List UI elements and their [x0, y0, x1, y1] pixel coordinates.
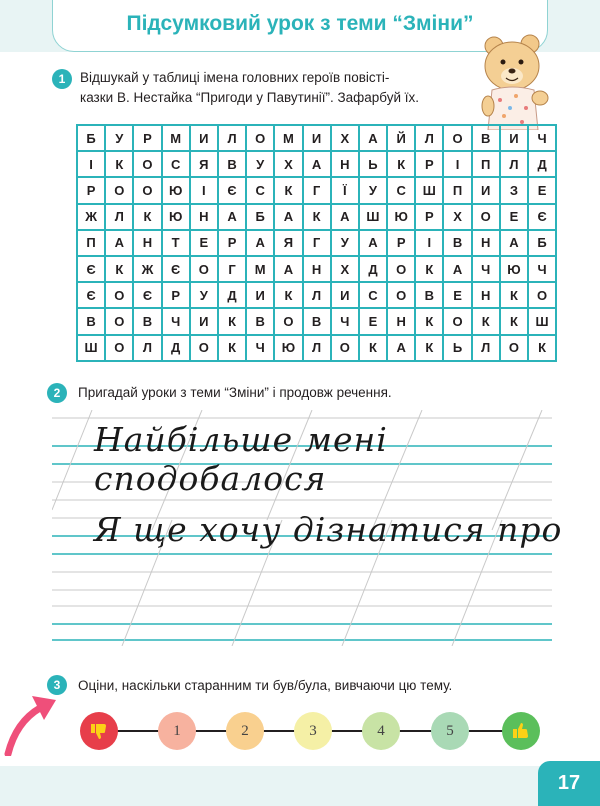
grid-cell[interactable]: О [190, 335, 218, 361]
grid-cell[interactable]: З [500, 177, 528, 203]
grid-cell[interactable]: Ю [274, 335, 302, 361]
grid-cell[interactable]: И [190, 308, 218, 334]
grid-cell[interactable]: А [387, 335, 415, 361]
grid-cell[interactable]: Г [303, 230, 331, 256]
grid-cell[interactable]: Ч [528, 125, 556, 151]
grid-cell[interactable]: І [77, 151, 105, 177]
grid-cell[interactable]: К [105, 151, 133, 177]
grid-cell[interactable]: К [133, 204, 161, 230]
grid-cell[interactable]: Ж [133, 256, 161, 282]
page-number: 17 [538, 761, 600, 806]
grid-cell[interactable]: Ш [528, 308, 556, 334]
grid-cell[interactable]: О [246, 125, 274, 151]
grid-cell[interactable]: Т [162, 230, 190, 256]
grid-cell[interactable]: О [105, 282, 133, 308]
grid-cell[interactable]: О [387, 256, 415, 282]
grid-cell[interactable]: Л [472, 335, 500, 361]
grid-row [77, 177, 556, 203]
grid-cell[interactable]: А [218, 204, 246, 230]
grid-cell[interactable]: И [303, 125, 331, 151]
grid-cell[interactable]: О [105, 177, 133, 203]
rating-1-button[interactable]: 1 [158, 712, 196, 750]
rating-5-button[interactable]: 5 [431, 712, 469, 750]
task-number-2: 2 [47, 383, 67, 403]
grid-cell[interactable]: Є [77, 282, 105, 308]
grid-cell[interactable]: А [443, 256, 471, 282]
footer-band [0, 766, 600, 806]
grid-cell[interactable]: И [472, 177, 500, 203]
grid-cell[interactable]: И [500, 125, 528, 151]
grid-cell[interactable]: В [218, 151, 246, 177]
grid-cell[interactable]: С [246, 177, 274, 203]
task-1-instruction-line-2: казки В. Нестайка “Пригоди у Павутинії”. Зафарбуй їх. [80, 90, 420, 105]
sentence-starter-1: Найбільше мені сподобалося [94, 420, 388, 498]
grid-cell[interactable]: А [500, 230, 528, 256]
grid-cell[interactable]: Р [133, 125, 161, 151]
thumbs-up-button[interactable] [502, 712, 540, 750]
grid-cell[interactable]: Р [162, 282, 190, 308]
grid-cell[interactable]: Е [443, 282, 471, 308]
grid-cell[interactable]: О [331, 335, 359, 361]
sentence-starter-2: Я ще хочу дізнатися про [94, 510, 563, 549]
grid-cell[interactable]: В [303, 308, 331, 334]
bear-mascot-illustration [478, 32, 558, 130]
grid-cell[interactable]: К [415, 308, 443, 334]
grid-cell[interactable]: Ч [472, 256, 500, 282]
grid-cell[interactable]: Р [77, 177, 105, 203]
grid-cell[interactable]: І [443, 151, 471, 177]
grid-cell[interactable]: В [415, 282, 443, 308]
grid-cell[interactable]: Д [359, 256, 387, 282]
grid-cell[interactable]: Х [331, 256, 359, 282]
grid-cell[interactable]: Л [218, 125, 246, 151]
grid-cell[interactable]: Н [190, 204, 218, 230]
rating-3-button[interactable]: 3 [294, 712, 332, 750]
grid-cell[interactable]: В [443, 230, 471, 256]
grid-cell[interactable]: К [274, 177, 302, 203]
grid-cell[interactable]: Б [246, 204, 274, 230]
grid-cell[interactable]: Б [77, 125, 105, 151]
grid-cell[interactable]: А [331, 204, 359, 230]
grid-cell[interactable]: И [190, 125, 218, 151]
grid-cell[interactable]: І [415, 230, 443, 256]
grid-cell[interactable]: М [246, 256, 274, 282]
grid-cell[interactable]: О [190, 256, 218, 282]
grid-cell[interactable]: Ю [162, 177, 190, 203]
grid-cell[interactable]: Є [77, 256, 105, 282]
grid-cell[interactable]: П [443, 177, 471, 203]
grid-cell[interactable]: О [443, 308, 471, 334]
grid-cell[interactable]: Є [218, 177, 246, 203]
grid-row [77, 282, 556, 308]
grid-cell[interactable]: Я [190, 151, 218, 177]
grid-cell[interactable]: Б [528, 230, 556, 256]
grid-row [77, 230, 556, 256]
grid-cell[interactable]: А [359, 230, 387, 256]
grid-cell[interactable]: Д [162, 335, 190, 361]
grid-cell[interactable]: М [162, 125, 190, 151]
word-search-grid [76, 124, 557, 362]
grid-cell[interactable]: Р [415, 204, 443, 230]
grid-cell[interactable]: Н [133, 230, 161, 256]
grid-cell[interactable]: О [105, 335, 133, 361]
grid-cell[interactable]: Н [331, 151, 359, 177]
grid-cell[interactable]: Ш [415, 177, 443, 203]
grid-cell[interactable]: К [274, 282, 302, 308]
grid-cell[interactable]: Л [500, 151, 528, 177]
grid-cell[interactable]: Ч [528, 256, 556, 282]
grid-cell[interactable]: Х [443, 204, 471, 230]
grid-cell[interactable]: С [387, 177, 415, 203]
grid-cell[interactable]: Х [331, 125, 359, 151]
grid-cell[interactable]: К [528, 335, 556, 361]
grid-cell[interactable]: Е [500, 204, 528, 230]
grid-cell[interactable]: К [472, 308, 500, 334]
grid-cell[interactable]: Л [303, 282, 331, 308]
grid-cell[interactable]: С [359, 282, 387, 308]
grid-cell[interactable]: Ж [77, 204, 105, 230]
grid-cell[interactable]: Л [415, 125, 443, 151]
grid-cell[interactable]: В [246, 308, 274, 334]
grid-cell[interactable]: О [105, 308, 133, 334]
task-2-instruction: Пригадай уроки з теми “Зміни” і продовж речення. [78, 385, 392, 400]
grid-cell[interactable]: В [133, 308, 161, 334]
grid-cell[interactable]: Ї [331, 177, 359, 203]
grid-cell[interactable]: У [359, 177, 387, 203]
grid-cell[interactable]: О [472, 204, 500, 230]
grid-cell[interactable]: К [387, 151, 415, 177]
grid-cell[interactable]: Р [218, 230, 246, 256]
grid-cell[interactable]: А [359, 125, 387, 151]
pink-arrow-icon [2, 692, 58, 756]
grid-row [77, 308, 556, 334]
grid-cell[interactable]: Я [274, 230, 302, 256]
grid-cell[interactable]: Й [387, 125, 415, 151]
grid-cell[interactable]: У [331, 230, 359, 256]
grid-cell[interactable]: К [359, 335, 387, 361]
grid-cell[interactable]: Ь [359, 151, 387, 177]
grid-cell[interactable]: Х [274, 151, 302, 177]
grid-cell[interactable]: В [472, 125, 500, 151]
grid-cell[interactable]: К [218, 308, 246, 334]
grid-cell[interactable]: О [500, 335, 528, 361]
grid-cell[interactable]: У [246, 151, 274, 177]
grid-cell[interactable]: Г [218, 256, 246, 282]
grid-cell[interactable]: К [415, 335, 443, 361]
grid-cell[interactable]: Н [303, 256, 331, 282]
grid-cell[interactable]: К [105, 256, 133, 282]
grid-cell[interactable]: К [218, 335, 246, 361]
grid-cell[interactable]: Є [528, 204, 556, 230]
grid-cell[interactable]: Г [303, 177, 331, 203]
task-1-instruction-line-1: Відшукай у таблиці імена головних героїв повісті- [80, 70, 390, 85]
grid-cell[interactable]: Ю [500, 256, 528, 282]
grid-cell[interactable]: И [246, 282, 274, 308]
grid-cell[interactable]: Р [387, 230, 415, 256]
grid-cell[interactable]: П [472, 151, 500, 177]
grid-cell[interactable]: Н [387, 308, 415, 334]
grid-cell[interactable]: У [105, 125, 133, 151]
grid-cell[interactable]: Е [190, 230, 218, 256]
grid-cell[interactable]: П [77, 230, 105, 256]
grid-cell[interactable]: І [190, 177, 218, 203]
grid-cell[interactable]: О [133, 151, 161, 177]
task-3-instruction: Оціни, наскільки старанним ти був/була, вивчаючи цю тему. [78, 678, 453, 693]
grid-cell[interactable]: С [162, 151, 190, 177]
grid-row [77, 125, 556, 151]
grid-cell[interactable]: Р [415, 151, 443, 177]
grid-cell[interactable]: Є [162, 256, 190, 282]
grid-row [77, 335, 556, 361]
grid-cell[interactable]: Л [133, 335, 161, 361]
grid-row [77, 204, 556, 230]
grid-row [77, 256, 556, 282]
grid-cell[interactable]: Л [303, 335, 331, 361]
page-title: Підсумковий урок з теми “Зміни” [126, 12, 474, 35]
grid-cell[interactable]: К [415, 256, 443, 282]
grid-cell[interactable]: О [274, 308, 302, 334]
grid-cell[interactable]: О [133, 177, 161, 203]
grid-cell[interactable]: И [331, 282, 359, 308]
grid-cell[interactable]: К [303, 204, 331, 230]
rating-2-button[interactable]: 2 [226, 712, 264, 750]
grid-cell[interactable]: Ч [246, 335, 274, 361]
grid-cell[interactable]: К [500, 308, 528, 334]
grid-cell[interactable]: М [274, 125, 302, 151]
grid-cell[interactable]: О [528, 282, 556, 308]
grid-cell[interactable]: Ш [359, 204, 387, 230]
grid-cell[interactable]: О [387, 282, 415, 308]
grid-cell[interactable]: А [105, 230, 133, 256]
grid-cell[interactable]: В [77, 308, 105, 334]
grid-cell[interactable]: К [500, 282, 528, 308]
grid-cell[interactable]: Е [359, 308, 387, 334]
thumbs-down-icon [89, 721, 109, 741]
grid-cell[interactable]: Н [472, 282, 500, 308]
grid-cell[interactable]: Ю [387, 204, 415, 230]
grid-cell[interactable]: У [190, 282, 218, 308]
rating-4-button[interactable]: 4 [362, 712, 400, 750]
grid-cell[interactable]: Д [218, 282, 246, 308]
grid-cell[interactable]: О [443, 125, 471, 151]
task-number-1: 1 [52, 69, 72, 89]
grid-cell[interactable]: Ю [162, 204, 190, 230]
grid-cell[interactable]: Ш [77, 335, 105, 361]
grid-cell[interactable]: А [274, 204, 302, 230]
grid-cell[interactable]: Ч [162, 308, 190, 334]
grid-cell[interactable]: Е [528, 177, 556, 203]
grid-cell[interactable]: Ь [443, 335, 471, 361]
effort-rating-scale [80, 711, 550, 751]
grid-cell[interactable]: Д [528, 151, 556, 177]
grid-cell[interactable]: Н [472, 230, 500, 256]
grid-row [77, 151, 556, 177]
grid-cell[interactable]: Л [105, 204, 133, 230]
thumbs-down-button[interactable] [80, 712, 118, 750]
grid-cell[interactable]: Є [133, 282, 161, 308]
grid-cell[interactable]: А [303, 151, 331, 177]
thumbs-up-icon [511, 721, 531, 741]
grid-cell[interactable]: Ч [331, 308, 359, 334]
grid-cell[interactable]: А [274, 256, 302, 282]
task-number-3: 3 [47, 675, 67, 695]
grid-cell[interactable]: А [246, 230, 274, 256]
